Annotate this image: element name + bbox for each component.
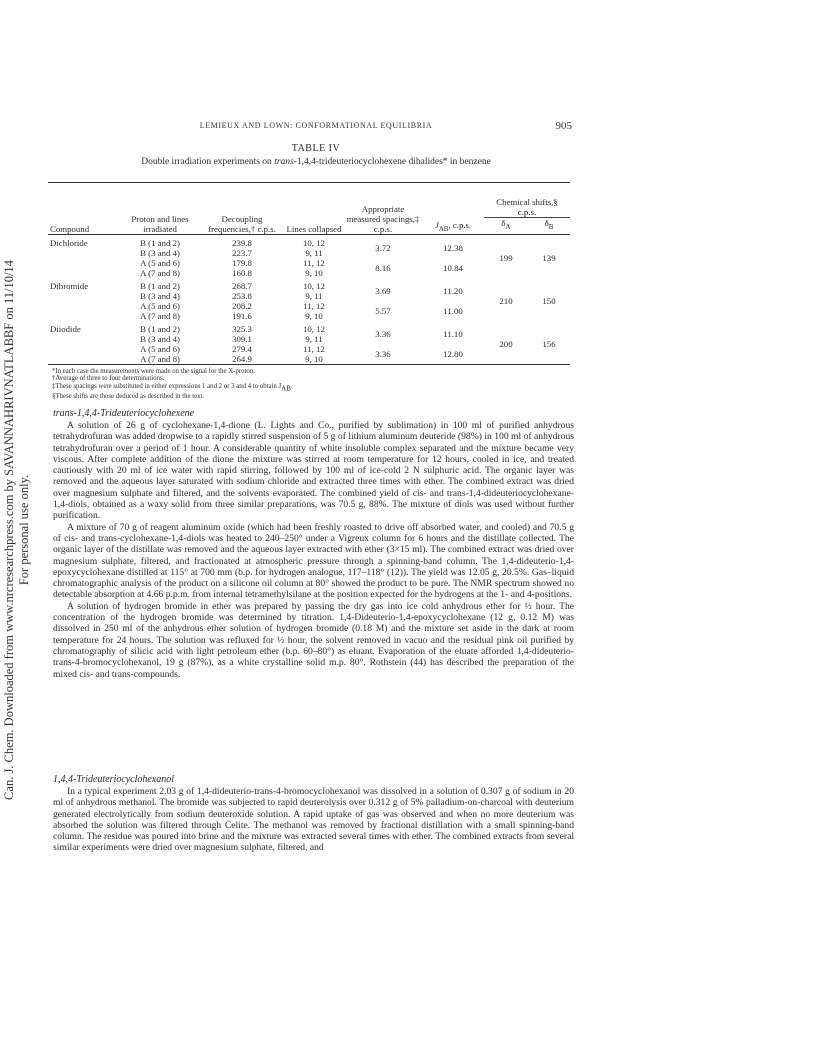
cell-delta-b: 139 [542,252,556,263]
cell-lines: 9, 11 [305,290,323,301]
col-header-delta-b [528,218,570,235]
cell-spacing: 3.36 [375,348,391,359]
footnote: §These shifts are those deduced as described in the text. [52,392,205,400]
cell-frequency: 191.6 [232,310,252,321]
cell-spacing: 3.36 [375,328,391,339]
cell-lines: 9, 11 [305,333,323,344]
cell-frequency: 279.4 [232,343,252,354]
cell-lines: 9, 10 [305,353,323,364]
cell-delta-a: 199 [499,252,513,263]
section-heading: 1,4,4-Trideuteriocyclohexanol [53,774,175,785]
cell-proton: A (7 and 8) [140,353,180,364]
col-header-jab [422,183,484,235]
caption-part: -1,4,4-trideuteriocyclohexene dihalides* in benzene [293,157,491,167]
cell-proton: A (5 and 6) [140,343,180,354]
col-header-chemical-shifts: Chemical shifts,§ c.p.s. [484,183,570,218]
cell-compound: Dichloride [50,237,88,248]
paragraph: A solution of 26 g of cyclohexane-1,4-dione (L. Lights and Co., purified by sublimation) in 100 ml of purified anhydrous tetrahydrofuran was added dropwise to a rapidly stirred suspension of 5 g of lithium aluminum deuteride (98%) in 100 ml of anhydrous tetrahydrofuran over a period of 1 hour. A considerable quantity of white insoluble complex separated and the mixture became very viscous. After complete addition of the dione the mixture was stirred at room temperature for 12 hours, cooled in ice, and treated cautiously with 20 ml of ice water with rapid stirring, followed by 100 ml of ice-cold 2 N sulphuric acid. The organic layer was removed and the aqueous layer saturated with sodium chloride and extracted three times with ether. The combined extract was dried over magnesium sulphate and filtered, and the solvents evaporated. The combined yield of cis- and trans-1,4-dideuteriocyclohexane-1,4-diols, obtained as a waxy solid from three similar preparations, was 70.5 g, 88%. The mixture of diols was used without further purification. [53,420,574,522]
footnote-text: ‡These spacings were substituted in either expressions 1 and 2 or 3 and 4 to obtain J [52,382,282,390]
cell-spacing: 5.57 [375,305,391,316]
footnote: *In each case the measurements were made on the signal for the X-proton. [52,368,255,375]
cell-lines: 10, 12 [303,237,325,248]
jab-unit: , c.p.s. [448,220,472,230]
cell-jab: 11.10 [443,328,463,339]
footnote-tail: . [290,382,293,390]
cell-spacing: 3.72 [375,242,391,253]
cell-spacing: 8.16 [375,262,391,273]
jab-symbol: J [434,220,439,230]
download-watermark [2,150,36,910]
table-row [48,278,570,291]
caption-italic: trans [274,157,294,167]
jab-subscript: AB [438,224,449,233]
col-header-proton: Proton and lines irradiated [131,213,189,234]
delta-symbol: δ [544,218,549,228]
cell-frequency: 253.8 [232,290,252,301]
cell-lines: 10, 12 [303,323,325,334]
cell-jab: 12.38 [443,242,463,253]
table-row [48,321,570,334]
paragraph: A solution of hydrogen bromide in ether was prepared by passing the dry gas into ice cold anhydrous ether for ½ hour. The concentration of the hydrogen bromide was determined by titration. 1,4-Dideuterio-1,4-epoxycyclohexane (12 g, 0.12 M) was dissolved in 250 ml of the anhydrous ether solution of hydrogen bromide (0.18 M) and the mixture set aside in the dark at room temperature for 24 hours. The solution was refluxed for ½ hour, the solvent removed in vacuo and the residual pink oil purified by chromatography of silicic acid with light petroleum ether (b.p. 60–80°) as eluant. Evaporation of the eluate afforded 1,4-dideuterio-trans-4-bromocyclohexanol, 19 g (87%), as a white crystalline solid m.p. 80°. Rothstein (44) has described the preparation of the mixed cis- and trans-compounds. [53,600,574,680]
cell-proton: B (1 and 2) [140,280,180,291]
table-row [48,234,570,248]
paragraph: A mixture of 70 g of reagent aluminum oxide (which had been freshly roasted to drive off absorbed water, and cooled) and 70.5 g of cis- and trans-cyclohexane-1,4-diols was heated to 240–250° under a Vigreux column for 6 hours and the distillate collected. The organic layer of the distillate was removed and the aqueous layer extracted with ether (3×15 ml). The combined extract was dried over magnesium sulphate, filtered, and fractionated at atmospheric pressure through a spinning-band column. The 1,4-dideuterio-1,4-epoxycyclohexane distilled at 115° at 700 mm (b.p. for hydrogen analogue, 117–118° (12)). The yield was 12.05 g, 20.5%. Gas–liquid chromatographic analysis of the product on a silicone oil column at 80° showed the product to be pure. The NMR spectrum showed no detectable absorption at 4.66 p.p.m. from internal tetramethylsilane at the position expected for the hydrogens at the 1- and 4-positions. [53,521,574,601]
cell-lines: 11, 12 [303,300,325,311]
table-body [48,234,570,364]
cell-compound: Dibromide [50,280,89,291]
watermark-line-2: For personal use only. [17,474,31,586]
paragraph: In a typical experiment 2.03 g of 1,4-dideuterio-trans-4-bromocyclohexanol was dissolved in a solution of 0.307 g of sodium in 20 ml of anhydrous methanol. The bromide was subjected to rapid deuterolysis over 0.312 g of 5% palladium-on-charcoal with deuterium generated electrolytically from sodium deuteroxide solution. A rapid uptake of gas was observed and when no more deuterium was absorbed the solution was filtered through Celite. The methanol was removed by fractional distillation with a small spinning-band column. The residue was poured into brine and the mixture was extracted several times with ether. The combined extracts from several similar experiments were dried over magnesium sulphate, filtered, and [53,786,574,854]
cell-frequency: 264.9 [232,353,252,364]
cell-frequency: 309.1 [232,333,252,344]
running-header [60,120,572,134]
cell-proton: A (7 and 8) [140,310,180,321]
data-table [48,182,570,365]
cell-jab: 10.84 [443,262,463,273]
cell-frequency: 325.3 [232,323,252,334]
table-footnotes [52,368,572,400]
col-header-spacings: Appropriate measured spacings,‡ c.p.s. [346,203,420,234]
cell-lines: 11, 12 [303,343,325,354]
footnote [52,383,572,393]
cell-compound: Diiodide [50,323,81,334]
col-header-lines: Lines collapsed [286,223,342,234]
footnote: †Average of three to four determinations. [52,375,165,383]
section-body [53,786,574,854]
cell-frequency: 268.7 [232,280,252,291]
cell-jab: 12.80 [443,348,463,359]
cell-lines: 9, 11 [305,247,323,258]
cell-frequency: 179.8 [232,257,252,268]
cell-lines: 9, 10 [305,267,323,278]
cell-frequency: 208.2 [232,300,252,311]
cell-proton: B (1 and 2) [140,237,180,248]
cell-proton: B (3 and 4) [140,290,180,301]
running-title: LEMIEUX AND LOWN: CONFORMATIONAL EQUILIBRIA [199,121,433,130]
caption-part: Double irradiation experiments on [141,157,275,167]
cell-proton: B (3 and 4) [140,247,180,258]
section-body [53,420,574,680]
cell-proton: A (5 and 6) [140,300,180,311]
cell-proton: A (5 and 6) [140,257,180,268]
cell-proton: A (7 and 8) [140,267,180,278]
cell-frequency: 239.8 [232,237,252,248]
cell-proton: B (1 and 2) [140,323,180,334]
col-header-decoupling: Decoupling frequencies,† c.p.s. [208,213,276,234]
delta-subscript: A [505,222,511,231]
cell-delta-a: 200 [499,338,513,349]
cell-delta-b: 156 [542,338,556,349]
cell-lines: 11, 12 [303,257,325,268]
cell-jab: 11.00 [443,305,463,316]
section-heading: trans-1,4,4-Trideuteriocyclohexene [53,408,195,419]
cell-lines: 10, 12 [303,280,325,291]
cell-delta-a: 210 [499,295,513,306]
cell-spacing: 3.69 [375,285,391,296]
col-header-compound: Compound [50,223,90,234]
table-caption [140,157,492,168]
cell-proton: B (3 and 4) [140,333,180,344]
footnote-subscript: AB [281,384,291,393]
page-number: 905 [555,120,572,132]
table-title: TABLE IV [291,143,341,154]
cell-lines: 9, 10 [305,310,323,321]
cell-frequency: 223.7 [232,247,252,258]
col-header-delta-a [484,218,528,235]
delta-subscript: B [548,222,554,231]
cell-frequency: 160.8 [232,267,252,278]
cell-delta-b: 150 [542,295,556,306]
cell-jab: 11.20 [443,285,463,296]
watermark-line-1: Can. J. Chem. Downloaded from www.nrcresearchpress.com by SAVANNAHRIVNATLABBF on 11/10/14 [2,260,16,800]
delta-symbol: δ [501,218,506,228]
